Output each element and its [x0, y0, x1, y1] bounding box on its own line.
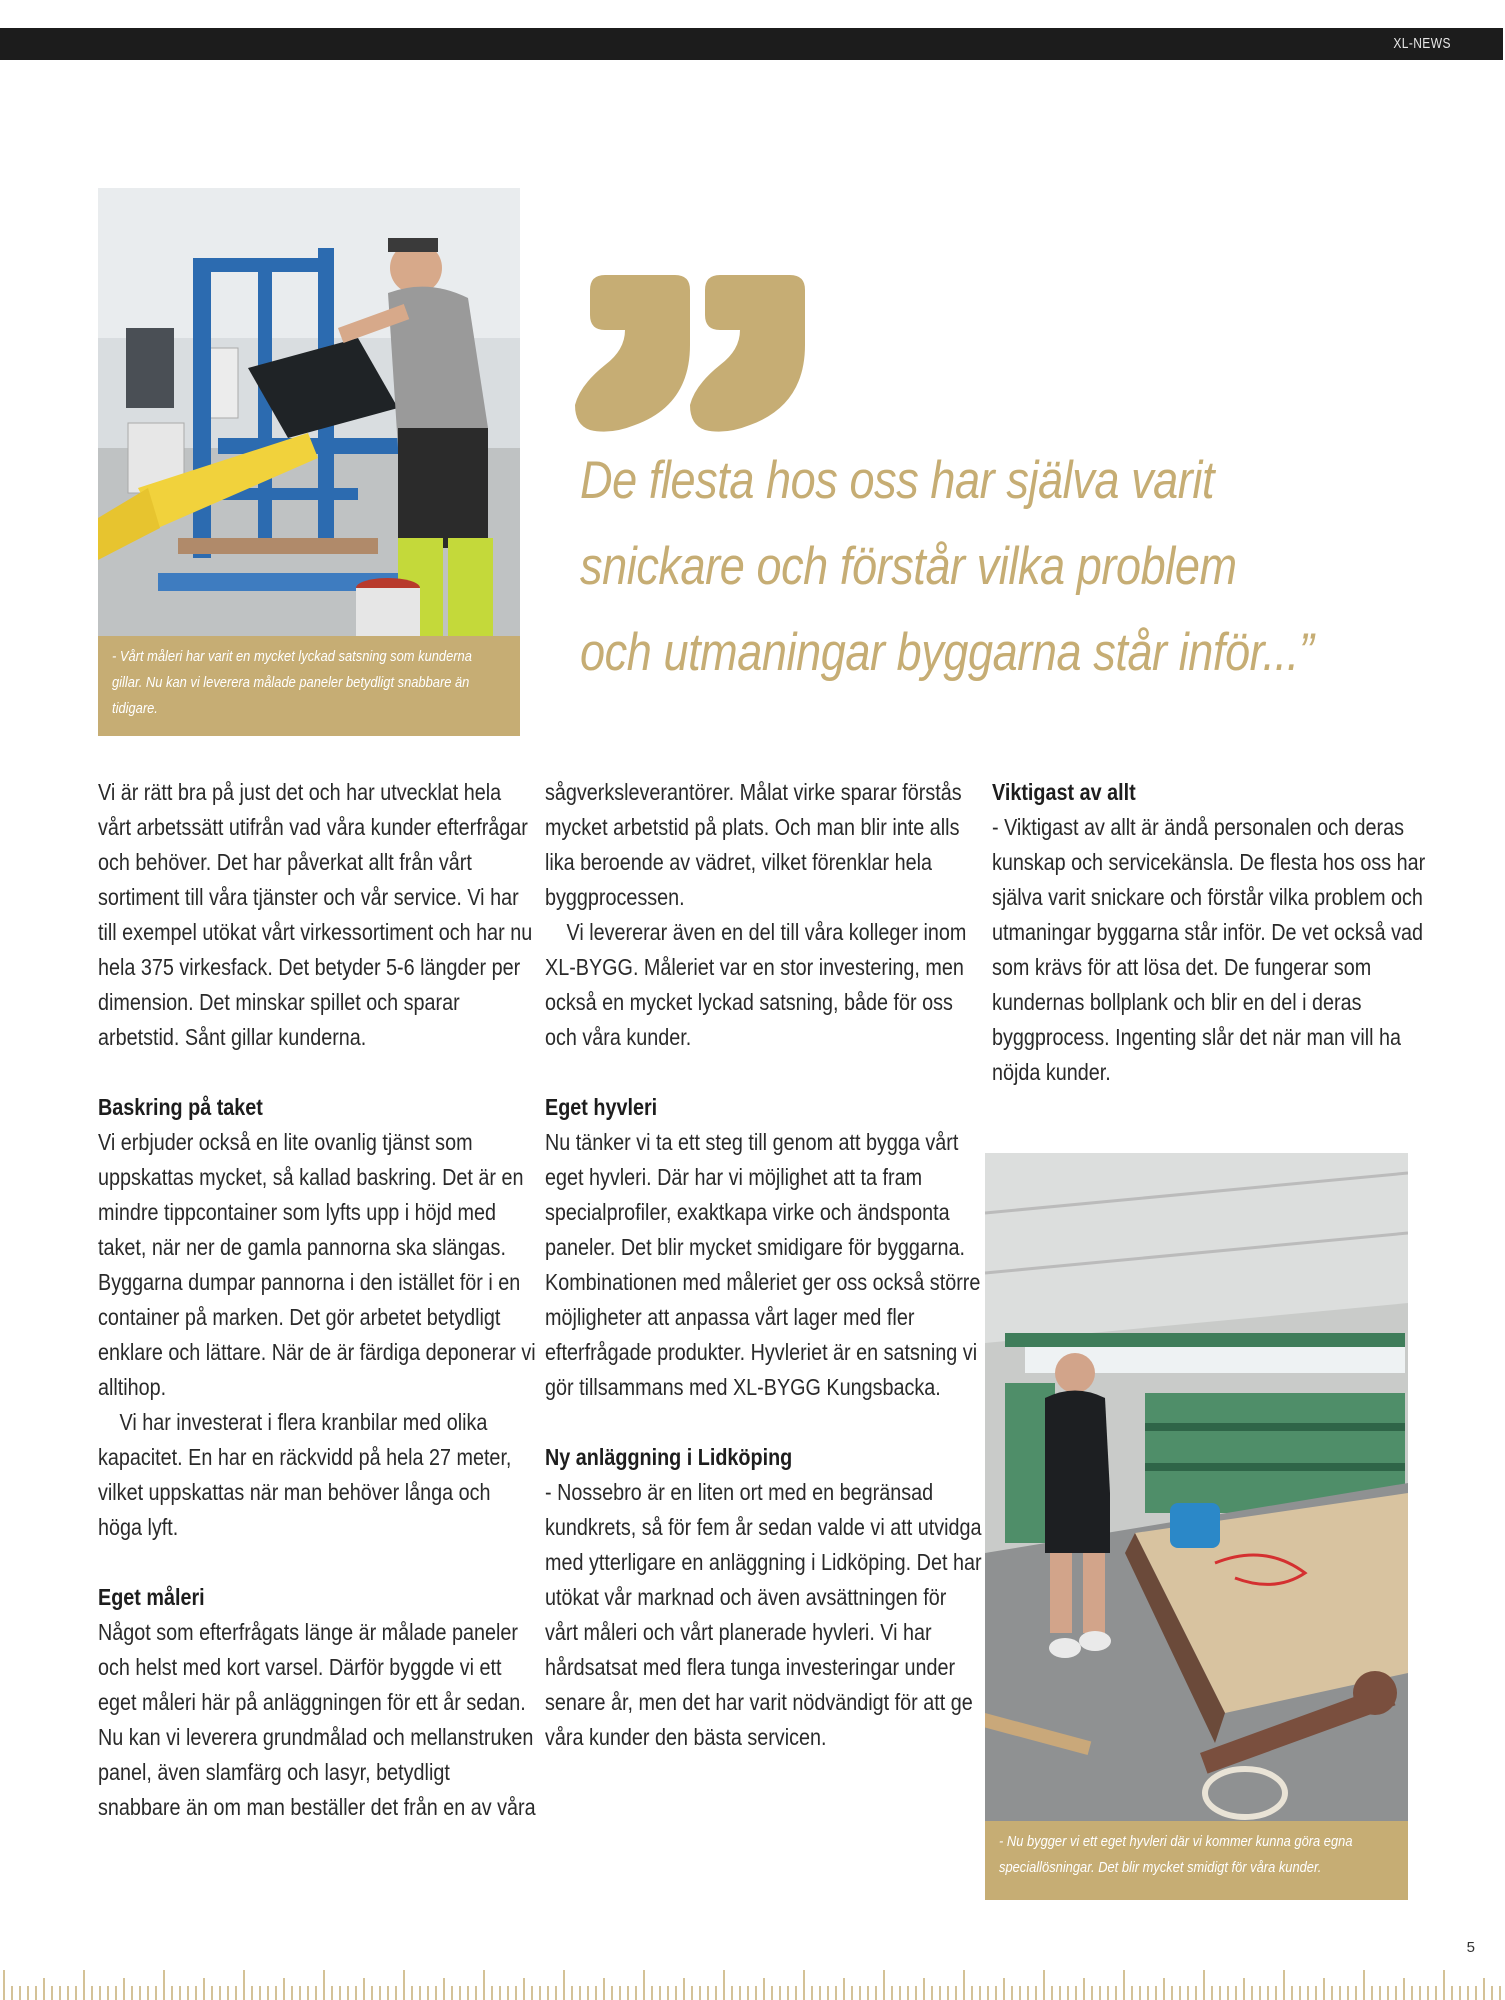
paragraph: Något som efterfrågats länge är målade paneler och helst med kort varsel. Därför byggde vi ett eget måleri här på anläggningen för ett år sedan. Nu kan vi leverera grundmålad och mellanstruken panel, även slamfärg och lasyr, betydligt snabbare än om man beställer det från en av våra: [98, 1619, 536, 1820]
article-column-1: [98, 775, 538, 1825]
page-number: 5: [1466, 1939, 1475, 1956]
quote-line: De flesta hos oss har själva varit: [580, 451, 1215, 510]
subheading: Viktigast av allt: [992, 779, 1136, 805]
pull-quote: [580, 438, 1400, 696]
section-label: XL-NEWS: [1393, 35, 1451, 52]
quote-marks-icon: [575, 275, 815, 445]
subheading: Baskring på taket: [98, 1094, 263, 1120]
paragraph: Vi har investerat i flera kranbilar med olika kapacitet. En har en räckvidd på hela 27 meter, vilket uppskattas när man behöver långa och höga lyft.: [98, 1409, 512, 1540]
photo-caption-top: [98, 636, 520, 736]
quote-line: snickare och förstår vilka problem: [580, 537, 1237, 596]
paragraph: Nu tänker vi ta ett steg till genom att bygga vårt eget hyvleri. Där har vi möjlighet att ta fram specialprofiler, exaktkapa virke och ändsponta paneler. Det blir mycket smidigare för byggarna. Kombinationen med måleriet ger oss också större möjligheter att anpassa vårt lager med fler efterfrågade produkter. Hyvleriet är en satsning vi gör tillsammans med XL-BYGG Kungsbacka.: [545, 1129, 981, 1400]
paragraph: Vi är rätt bra på just det och har utvecklat hela vårt arbetssätt utifrån vad våra kunder efterfrågar och behöver. Det har påverkat allt från vårt sortiment till våra tjänster och vår service. Vi har till exempel utökat vårt virkessortiment och har nu hela 375 virkesfack. Det betyder 5-6 längder per dimension. Det minskar spillet och sparar arbetstid. Sånt gillar kunderna.: [98, 779, 533, 1050]
caption-text: - Nu bygger vi ett eget hyvleri där vi kommer kunna göra egna speciallösningar. Det blir mycket smidigt för våra kunder.: [999, 1833, 1353, 1876]
paragraph: Vi levererar även en del till våra kolleger inom XL-BYGG. Måleriet var en stor investering, men också en mycket lyckad satsning, både för oss och våra kunder.: [545, 919, 967, 1050]
quote-line: och utmaningar byggarna står inför...”: [580, 623, 1314, 682]
subheading: Ny anläggning i Lidköping: [545, 1444, 793, 1470]
article-column-2: [545, 775, 985, 1755]
subheading: Eget hyvleri: [545, 1094, 658, 1120]
ruler-decoration: [0, 1960, 1505, 2000]
paragraph: - Viktigast av allt är ändå personalen och deras kunskap och servicekänsla. De flesta hos oss har själva varit snickare och förstår vilka problem och utmaningar byggarna står inför. De vet också vad som krävs för att lösa det. De fungerar som kundernas bollplank och blir en del i deras byggprocess. Ingenting slår det när man vill ha nöjda kunder.: [992, 814, 1426, 1085]
paragraph: Vi erbjuder också en lite ovanlig tjänst som uppskattas mycket, så kallad baskring. Det är en mindre tippcontainer som lyfts upp i höjd med taket, när ner de gamla pannorna ska slängas. Byggarna dumpar pannorna i den istället för i en container på marken. Det gör arbetet betydligt enklare och lättare. När de är färdiga deponerar vi alltihop.: [98, 1129, 536, 1400]
planing-workshop-photo: [985, 1153, 1408, 1821]
subheading: Eget måleri: [98, 1584, 205, 1610]
photo-caption-bottom: [985, 1821, 1408, 1900]
paragraph: - Nossebro är en liten ort med en begränsad kundkrets, så för fem år sedan valde vi att utvidga med ytterligare en anläggning i Lidköping. Det har utökat vår marknad och även avsättningen för vårt måleri och vårt planerade hyvleri. Vi har hårdsatsat med flera tunga investeringar under senare år, men det har varit nödvändigt för att ge våra kunder den bästa servicen.: [545, 1479, 982, 1750]
painting-machine-photo: [98, 188, 520, 636]
paragraph: sågverksleverantörer. Målat virke sparar förstås mycket arbetstid på plats. Och man blir inte alls lika beroende av vädret, vilket förenklar hela byggprocessen.: [545, 779, 962, 910]
header-bar: [0, 28, 1503, 60]
caption-text: - Vårt måleri har varit en mycket lyckad satsning som kunderna gillar. Nu kan vi leverera målade paneler betydligt snabbare än tidigare.: [112, 648, 472, 717]
article-column-3: [992, 775, 1432, 1090]
